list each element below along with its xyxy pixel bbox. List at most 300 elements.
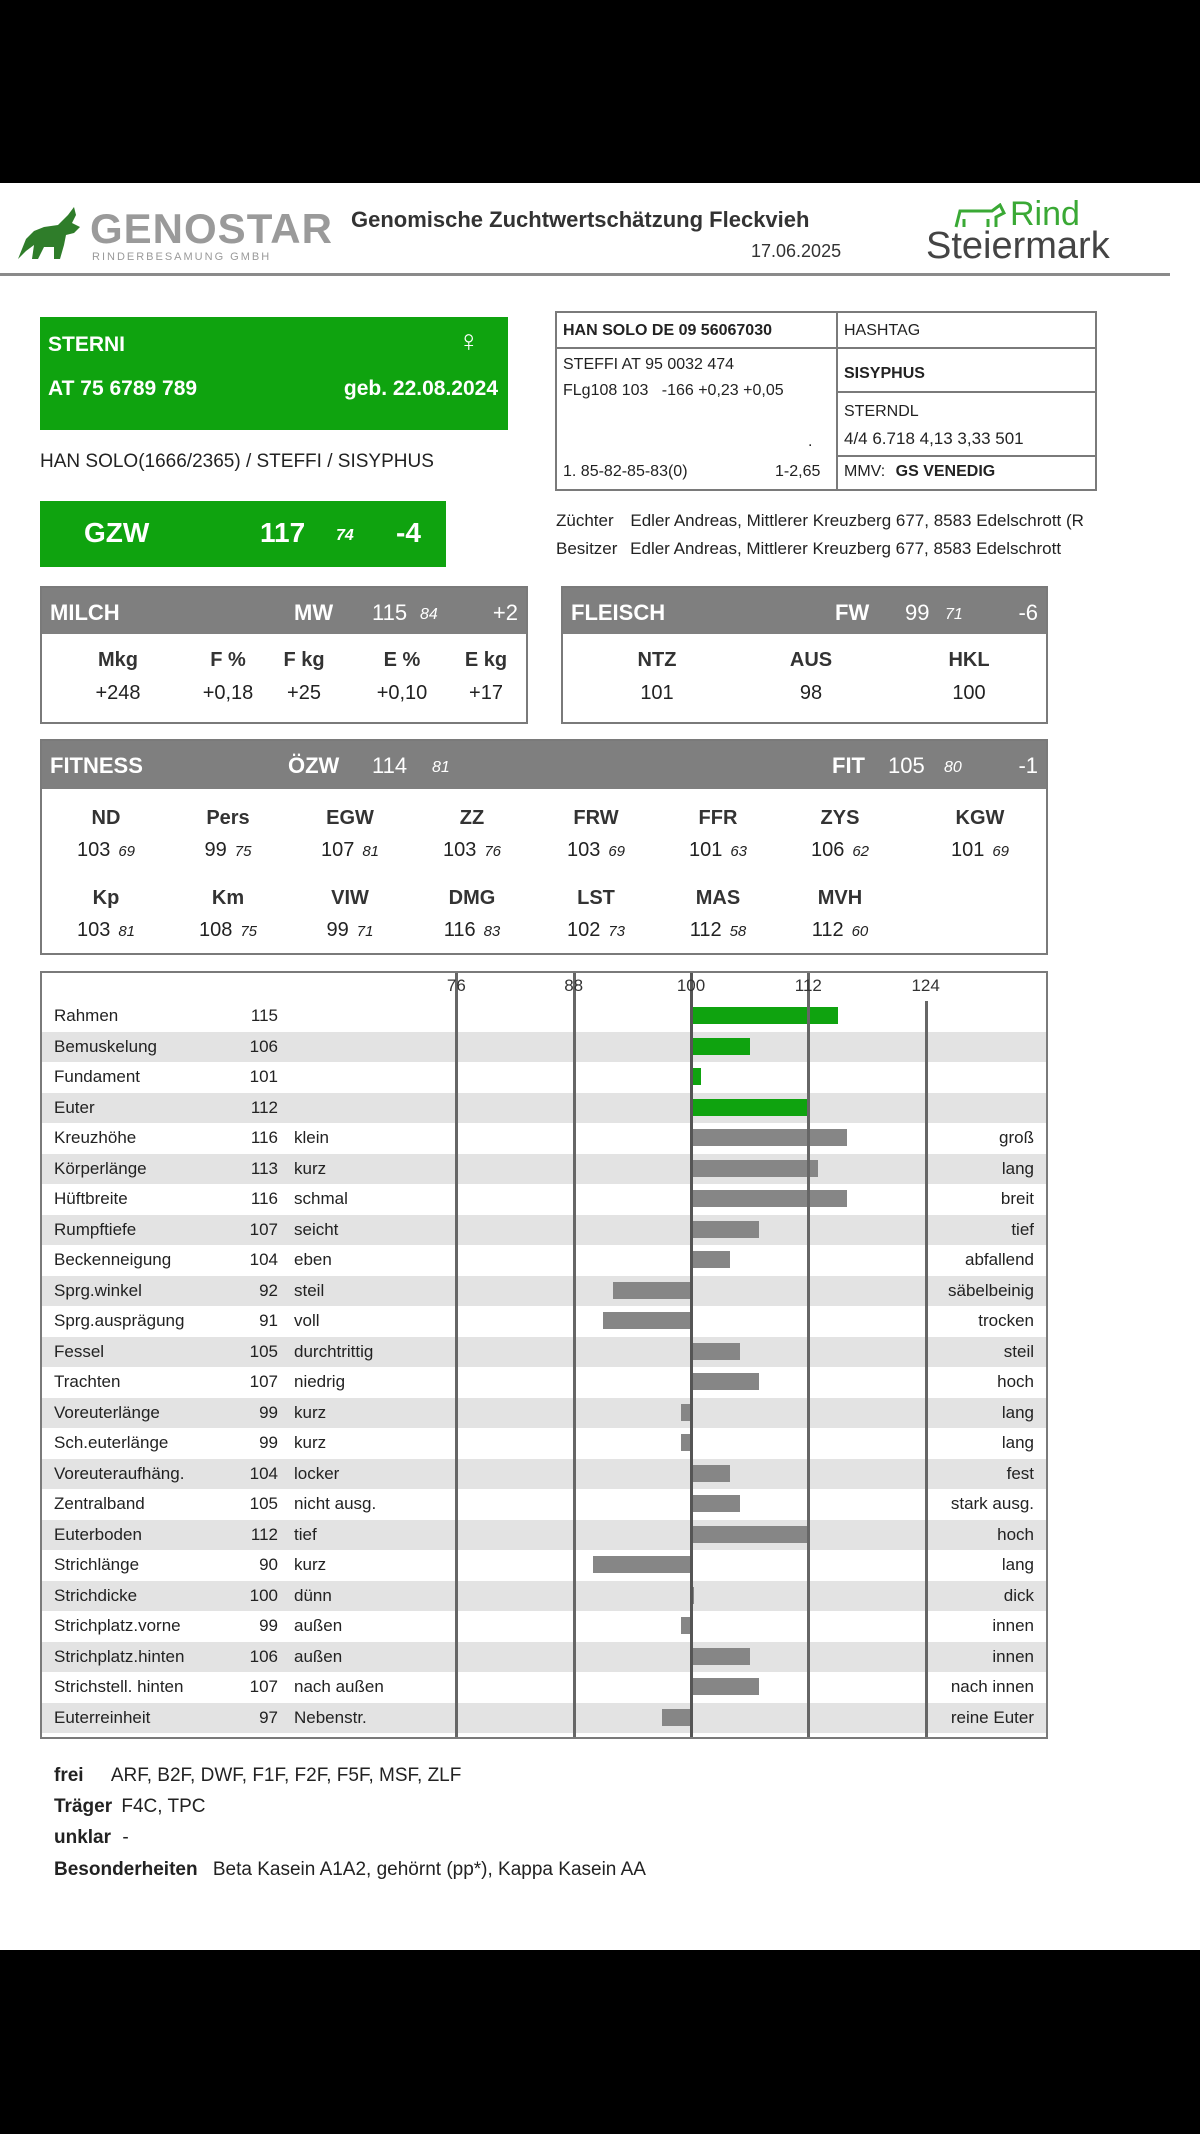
trait-bar <box>691 1190 847 1207</box>
oezw-rel: 81 <box>432 759 450 776</box>
frei-label: frei <box>54 1765 84 1786</box>
breeder-value: Edler Andreas, Mittlerer Kreuzberg 677, 8583 Edelschrott (R <box>630 511 1084 530</box>
fitness-value: 103 <box>442 839 477 861</box>
footer-frei <box>54 1765 461 1787</box>
animal-id: AT 75 6789 789 <box>48 377 198 400</box>
trait-left-label: tief <box>294 1524 317 1544</box>
fit-label: FIT <box>832 753 865 778</box>
milch-trait-value: +0,18 <box>202 682 254 704</box>
chart-row <box>42 1428 1046 1459</box>
trait-right-label: lang <box>1001 1433 1034 1452</box>
trait-left-label: außen <box>294 1646 343 1666</box>
trait-bar <box>691 1251 730 1268</box>
fitness-trait-label: Pers <box>206 807 250 829</box>
fitness-value: 116 <box>443 919 476 941</box>
fitness-trait-label: MVH <box>817 887 863 909</box>
traeger-value: F4C, TPC <box>121 1796 206 1817</box>
chart-row <box>42 1276 1046 1307</box>
trait-left-label: steil <box>294 1280 325 1300</box>
fitness-value: 112 <box>811 919 844 941</box>
trait-left-label: locker <box>294 1463 340 1483</box>
fitness-reliability: 69 <box>608 843 626 860</box>
pedigree-line: HAN SOLO(1666/2365) / STEFFI / SISYPHUS <box>40 451 434 472</box>
fitness-reliability: 81 <box>118 923 136 940</box>
trait-value: 101 <box>249 1067 278 1086</box>
trait-right-label: säbelbeinig <box>947 1280 1034 1300</box>
unklar-label: unklar <box>54 1827 112 1848</box>
axis-tick-label: 124 <box>911 976 940 995</box>
fitness-panel <box>40 739 1048 955</box>
milch-trait-label: F % <box>210 649 246 671</box>
fitness-reliability: 58 <box>729 923 747 940</box>
besonderheiten-label: Besonderheiten <box>54 1859 198 1880</box>
trait-name: Strichplatz.vorne <box>54 1616 181 1635</box>
fleisch-header <box>563 588 1046 634</box>
trait-bar <box>691 1160 818 1177</box>
milch-index-label: MW <box>294 600 334 625</box>
mmv-label: MMV: <box>844 463 886 480</box>
trait-bar <box>691 1038 750 1055</box>
trait-left-label: Nebenstr. <box>294 1707 367 1727</box>
chart-row <box>42 1032 1046 1063</box>
trait-bar <box>691 1129 847 1146</box>
milch-trait-label: E % <box>383 649 421 671</box>
grid-line <box>807 973 810 1737</box>
chart-row <box>42 1398 1046 1429</box>
trait-value: 99 <box>259 1402 278 1422</box>
animal-box <box>40 317 508 430</box>
ped-divider <box>836 391 1095 393</box>
trait-right-label: trocken <box>978 1311 1034 1330</box>
fitness-title: FITNESS <box>50 753 143 778</box>
fitness-trait-value <box>536 919 656 942</box>
ped-sire-sire: HASHTAG <box>844 322 921 339</box>
gzw-change: -4 <box>396 517 421 548</box>
trait-bar <box>613 1282 691 1299</box>
footer-besonderheiten <box>54 1859 646 1881</box>
milch-trait-label: F kg <box>283 649 325 671</box>
fitness-trait-label: ZYS <box>820 807 860 829</box>
logo-name: GENOSTAR <box>90 205 333 252</box>
axis-tick-label: 88 <box>564 976 584 995</box>
grid-line <box>573 973 576 1737</box>
trait-name: Sch.euterlänge <box>54 1433 169 1452</box>
fleisch-trait-value: 101 <box>640 682 674 704</box>
trait-right-label: hoch <box>997 1524 1034 1544</box>
ped-lactation2: 1-2,65 <box>775 463 821 480</box>
fleisch-change: -6 <box>1018 600 1038 625</box>
bull-icon <box>14 201 84 263</box>
trait-value: 105 <box>249 1494 278 1513</box>
fitness-value: 112 <box>689 919 722 941</box>
chart-row <box>42 1642 1046 1673</box>
fitness-trait-value <box>168 919 288 942</box>
trait-name: Euterreinheit <box>54 1707 151 1727</box>
female-icon: ♀ <box>457 325 480 358</box>
fitness-trait-label: LST <box>577 887 615 909</box>
chart-row <box>42 1093 1046 1124</box>
trait-right-label: innen <box>992 1616 1034 1635</box>
trait-value: 116 <box>250 1128 278 1147</box>
milch-panel <box>40 586 528 724</box>
trait-name: Rumpftiefe <box>54 1219 137 1239</box>
milch-trait-value: +0,10 <box>376 682 428 704</box>
trait-right-label: dick <box>1003 1585 1034 1605</box>
report-title: Genomische Zuchtwertschätzung Fleckvieh <box>351 207 810 232</box>
fleisch-trait-label: HKL <box>948 649 990 671</box>
trait-left-label: nach außen <box>294 1677 384 1696</box>
trait-left-label: nicht ausg. <box>294 1494 377 1513</box>
trait-value: 113 <box>250 1158 278 1178</box>
fitness-trait-value <box>290 839 410 862</box>
breeder-label: Züchter <box>556 511 614 530</box>
trait-right-label: lang <box>1001 1555 1034 1574</box>
logo-subtitle: RINDERBESAMUNG GMBH <box>92 251 272 263</box>
milch-trait-label: Mkg <box>98 649 138 671</box>
traeger-label: Träger <box>54 1796 113 1817</box>
header-divider <box>0 273 1170 276</box>
trait-bar <box>691 1495 740 1512</box>
trait-name: Sprg.ausprägung <box>54 1311 185 1330</box>
fitness-trait-label: DMG <box>448 887 496 909</box>
grid-line <box>455 973 458 1737</box>
oezw-value: 114 <box>372 753 408 778</box>
chart-row <box>42 1459 1046 1490</box>
milch-trait-value: +25 <box>287 682 321 704</box>
trait-left-label: klein <box>294 1128 329 1147</box>
pedigree-box <box>555 311 1097 491</box>
fitness-reliability: 75 <box>234 843 252 860</box>
trait-left-label: kurz <box>294 1402 327 1422</box>
unklar-value: - <box>122 1827 129 1848</box>
fitness-reliability: 60 <box>851 923 869 940</box>
trait-bar <box>691 1526 808 1543</box>
milch-trait-value: +248 <box>95 682 141 704</box>
trait-value: 116 <box>250 1189 278 1208</box>
trait-bar <box>691 1648 750 1665</box>
fitness-value: 103 <box>566 839 601 861</box>
trait-name: Strichdicke <box>54 1585 138 1605</box>
ped-dam: STEFFI AT 95 0032 474 <box>563 356 735 373</box>
chart-row <box>42 1520 1046 1551</box>
trait-right-label: fest <box>1006 1463 1034 1483</box>
fitness-value: 99 <box>204 839 227 861</box>
milch-header <box>42 588 526 634</box>
fleisch-panel <box>561 586 1048 724</box>
ped-divider <box>836 455 1095 457</box>
fitness-trait-label: Km <box>211 887 245 909</box>
fitness-trait-value <box>658 839 778 862</box>
trait-value: 107 <box>249 1372 278 1391</box>
fit-value: 105 <box>888 753 925 778</box>
fitness-reliability: 71 <box>356 923 374 940</box>
trait-name: Fundament <box>54 1067 140 1086</box>
trait-left-label: schmal <box>294 1189 348 1208</box>
chart-row <box>42 1581 1046 1612</box>
gzw-value: 117 <box>260 517 306 548</box>
besonderheiten-value: Beta Kasein A1A2, gehörnt (pp*), Kappa Kasein AA <box>212 1859 646 1880</box>
linear-traits-chart <box>40 971 1048 1739</box>
fitness-trait-value <box>536 839 656 862</box>
grid-line <box>690 973 693 1737</box>
chart-row <box>42 1337 1046 1368</box>
fitness-trait-value <box>290 919 410 942</box>
brand-rind: Rind <box>1010 195 1080 233</box>
trait-value: 99 <box>259 1433 278 1452</box>
fitness-reliability: 69 <box>118 843 136 860</box>
fitness-value: 101 <box>950 839 985 861</box>
frei-value: ARF, B2F, DWF, F1F, F2F, F5F, MSF, ZLF <box>110 1765 462 1786</box>
gzw-label: GZW <box>84 517 150 548</box>
fitness-trait-label: FFR <box>698 807 738 829</box>
fitness-trait-label: KGW <box>955 807 1005 829</box>
trait-bar <box>593 1556 691 1573</box>
ped-divider <box>557 347 1095 349</box>
mmv-value: GS VENEDIG <box>895 463 996 480</box>
trait-left-label: niedrig <box>294 1372 346 1391</box>
trait-value: 104 <box>249 1250 278 1269</box>
trait-value: 106 <box>249 1036 278 1056</box>
fitness-reliability: 81 <box>362 843 380 860</box>
chart-row <box>42 1001 1046 1032</box>
chart-row <box>42 1306 1046 1337</box>
birth-date: geb. 22.08.2024 <box>343 377 498 400</box>
fitness-trait-label: ND <box>91 807 121 829</box>
fitness-trait-value <box>920 839 1040 862</box>
milch-trait-label: E kg <box>464 649 508 671</box>
trait-name: Hüftbreite <box>54 1189 128 1208</box>
oezw-label: ÖZW <box>288 753 340 778</box>
trait-name: Euter <box>54 1097 95 1117</box>
fitness-reliability: 73 <box>608 923 626 940</box>
rind-steiermark-logo <box>922 195 1122 271</box>
trait-name: Trachten <box>54 1372 121 1391</box>
trait-name: Sprg.winkel <box>54 1280 142 1300</box>
trait-name: Körperlänge <box>54 1158 147 1178</box>
chart-row <box>42 1184 1046 1215</box>
genostar-logo <box>14 201 333 265</box>
fleisch-title: FLEISCH <box>571 600 666 625</box>
report-date: 17.06.2025 <box>751 241 842 261</box>
fitness-reliability: 76 <box>484 843 502 860</box>
axis-tick-label: 112 <box>794 976 822 995</box>
trait-name: Strichplatz.hinten <box>54 1646 185 1666</box>
trait-right-label: lang <box>1001 1402 1034 1422</box>
trait-left-label: seicht <box>294 1219 339 1239</box>
trait-bar <box>691 1007 838 1024</box>
gzw-reliability: 74 <box>336 527 354 544</box>
fitness-trait-label: VIW <box>331 887 369 909</box>
trait-bar <box>691 1221 759 1238</box>
fitness-value: 101 <box>688 839 723 861</box>
trait-left-label: kurz <box>294 1433 327 1452</box>
trait-right-label: reine Euter <box>950 1707 1034 1727</box>
chart-row <box>42 1672 1046 1703</box>
trait-value: 107 <box>249 1219 278 1239</box>
milch-rel: 84 <box>420 606 438 623</box>
trait-name: Bemuskelung <box>54 1036 158 1056</box>
trait-name: Kreuzhöhe <box>54 1128 137 1147</box>
trait-bar <box>691 1373 759 1390</box>
trait-right-label: stark ausg. <box>950 1494 1034 1513</box>
ped-divider <box>836 313 838 489</box>
trait-name: Voreuterlänge <box>54 1402 160 1422</box>
grid-line <box>925 1001 928 1737</box>
trait-bar <box>691 1343 740 1360</box>
trait-left-label: durchtrittig <box>294 1341 374 1361</box>
trait-value: 112 <box>250 1097 278 1117</box>
trait-value: 91 <box>259 1311 278 1330</box>
trait-right-label: innen <box>992 1646 1034 1666</box>
fleisch-trait-label: NTZ <box>637 649 677 671</box>
brand-steiermark: Steiermark <box>926 225 1110 267</box>
fitness-value: 99 <box>326 919 349 941</box>
trait-name: Beckenneigung <box>54 1250 172 1269</box>
milch-trait-value: +17 <box>469 682 503 704</box>
trait-right-label: tief <box>1011 1219 1034 1239</box>
trait-name: Euterboden <box>54 1524 142 1544</box>
fitness-value: 102 <box>566 919 601 941</box>
logo-wordmark <box>90 205 333 253</box>
trait-left-label: kurz <box>294 1158 327 1178</box>
milch-title: MILCH <box>50 600 120 625</box>
fitness-reliability: 63 <box>730 843 748 860</box>
footer-traeger <box>54 1796 205 1818</box>
fitness-reliability: 62 <box>852 843 870 860</box>
trait-right-label: steil <box>1003 1341 1034 1361</box>
document-page <box>0 183 1200 1950</box>
owner-label: Besitzer <box>556 539 618 558</box>
trait-name: Fessel <box>54 1341 105 1361</box>
trait-bar <box>691 1678 759 1695</box>
chart-row <box>42 1062 1046 1093</box>
ped-mmv <box>844 463 995 481</box>
fitness-trait-value <box>46 839 166 862</box>
trait-right-label: breit <box>1000 1189 1034 1208</box>
trait-right-label: lang <box>1001 1158 1034 1178</box>
fitness-value: 103 <box>76 919 111 941</box>
fitness-trait-value <box>46 919 166 942</box>
fitness-trait-label: ZZ <box>459 807 485 829</box>
trait-right-label: hoch <box>997 1372 1034 1391</box>
breeder-row <box>556 511 1084 531</box>
fitness-trait-value <box>412 839 532 862</box>
fitness-header <box>42 741 1046 789</box>
fitness-value: 107 <box>320 839 355 861</box>
trait-value: 100 <box>249 1585 278 1605</box>
animal-name: STERNI <box>48 333 126 356</box>
footer-unklar <box>54 1827 129 1849</box>
fitness-value: 108 <box>198 919 233 941</box>
axis-tick-label: 76 <box>446 976 466 995</box>
trait-value: 97 <box>259 1707 278 1727</box>
trait-left-label: kurz <box>294 1555 327 1574</box>
trait-bar <box>691 1099 808 1116</box>
fitness-reliability: 75 <box>240 923 258 940</box>
ped-dam-sire: SISYPHUS <box>844 365 925 382</box>
trait-name: Strichlänge <box>54 1555 140 1574</box>
trait-value: 90 <box>259 1555 278 1574</box>
owner-value: Edler Andreas, Mittlerer Kreuzberg 677, 8583 Edelschrott <box>630 539 1062 558</box>
fleisch-trait-label: AUS <box>789 649 833 671</box>
fitness-trait-label: MAS <box>695 887 741 909</box>
axis-tick-label: 100 <box>676 976 706 995</box>
chart-row <box>42 1154 1046 1185</box>
trait-right-label: groß <box>999 1128 1034 1147</box>
chart-row <box>42 1123 1046 1154</box>
gzw-box <box>40 501 446 567</box>
chart-row <box>42 1703 1046 1734</box>
milch-change: +2 <box>492 600 518 625</box>
trait-bar <box>691 1465 730 1482</box>
fitness-change: -1 <box>1018 753 1038 778</box>
ped-dam-dam: STERNDL <box>844 403 919 420</box>
trait-name: Rahmen <box>54 1006 119 1025</box>
fitness-reliability: 69 <box>992 843 1010 860</box>
trait-left-label: außen <box>294 1616 343 1635</box>
chart-row <box>42 1367 1046 1398</box>
owner-row <box>556 539 1061 559</box>
trait-value: 107 <box>249 1677 278 1696</box>
trait-value: 106 <box>249 1646 278 1666</box>
trait-value: 112 <box>250 1524 278 1544</box>
fitness-trait-value <box>780 919 900 942</box>
chart-row <box>42 1215 1046 1246</box>
ped-dam-info: FLg108 103 -166 +0,23 +0,05 <box>563 382 784 399</box>
fleisch-rel: 71 <box>945 606 963 623</box>
fitness-trait-value <box>780 839 900 862</box>
ped-lactation: 1. 85-82-85-83(0) <box>563 463 688 480</box>
trait-left-label: voll <box>294 1311 320 1330</box>
trait-bar <box>662 1709 691 1726</box>
fitness-value: 106 <box>810 839 845 861</box>
chart-row <box>42 1245 1046 1276</box>
trait-value: 99 <box>259 1616 278 1635</box>
fitness-trait-value <box>412 919 532 942</box>
fleisch-trait-value: 100 <box>952 682 986 704</box>
ped-dot: . <box>808 433 813 450</box>
trait-value: 115 <box>250 1006 278 1025</box>
trait-bar <box>603 1312 691 1329</box>
fitness-reliability: 83 <box>483 923 501 940</box>
fitness-trait-value <box>168 839 288 862</box>
trait-name: Voreuteraufhäng. <box>54 1463 185 1483</box>
trait-right-label: abfallend <box>964 1250 1034 1269</box>
fleisch-index-label: FW <box>835 600 870 625</box>
milch-index: 115 <box>372 600 408 625</box>
trait-name: Strichstell. hinten <box>54 1677 184 1696</box>
ped-sire: HAN SOLO DE 09 56067030 <box>563 322 772 339</box>
trait-right-label: nach innen <box>950 1677 1034 1696</box>
trait-left-label: eben <box>294 1250 332 1269</box>
fitness-trait-value <box>658 919 778 942</box>
trait-value: 92 <box>259 1280 278 1300</box>
fleisch-trait-value: 98 <box>799 682 823 704</box>
fleisch-index: 99 <box>905 600 930 625</box>
chart-row <box>42 1550 1046 1581</box>
ped-dam-dam-info: 4/4 6.718 4,13 3,33 501 <box>844 429 1024 448</box>
fitness-value: 103 <box>76 839 111 861</box>
fitness-trait-label: FRW <box>573 807 619 829</box>
fitness-trait-label: Kp <box>92 887 120 909</box>
chart-row <box>42 1611 1046 1642</box>
trait-name: Zentralband <box>54 1494 145 1513</box>
fitness-trait-label: EGW <box>326 807 374 829</box>
trait-left-label: dünn <box>294 1585 332 1605</box>
fit-rel: 80 <box>944 759 962 776</box>
trait-value: 105 <box>249 1341 278 1361</box>
trait-value: 104 <box>249 1463 278 1483</box>
